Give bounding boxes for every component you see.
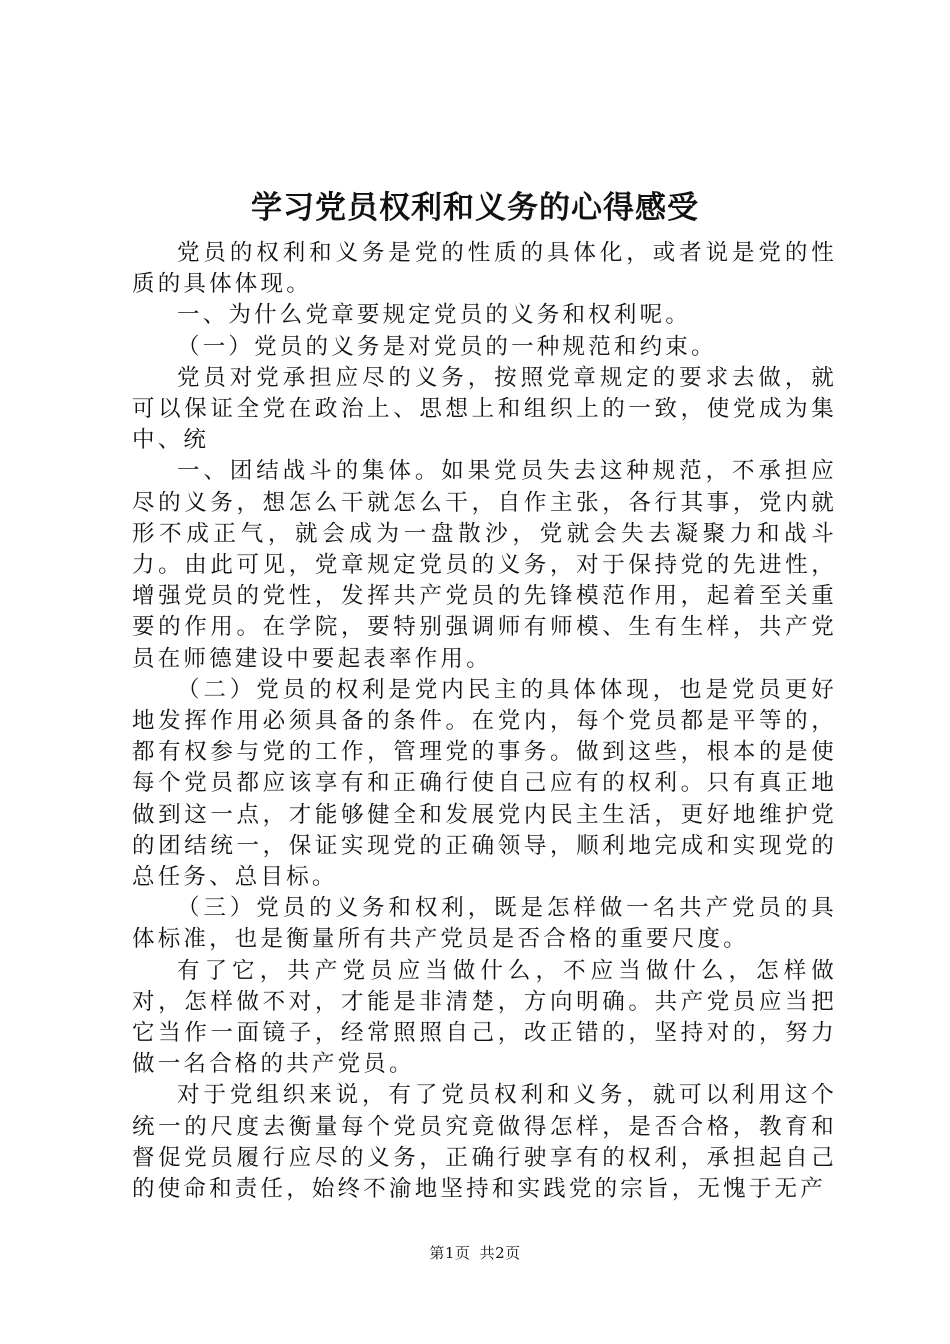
document-title: 学习党员权利和义务的心得感受	[251, 190, 699, 226]
paragraph: （三）党员的义务和权利，既是怎样做一名共产党员的具体标准，也是衡量所有共产党员是否合格的重要尺度。	[132, 895, 837, 953]
paragraph: 有了它，共产党员应当做什么，不应当做什么，怎样做对，怎样做不对，才能是非清楚，方向明确。共产党员应当把它当作一面镜子，经常照照自己，改正错的，坚持对的，努力做一名合格的共产党员。	[132, 957, 837, 1078]
paragraph: 一、团结战斗的集体。如果党员失去这种规范，不承担应尽的义务，想怎么干就怎么干，自作主张，各行其事，党内就形不成正气，就会成为一盘散沙，党就会失去凝聚力和战斗力。由此可见，党章规定党员的义务，对于保持党的先进性，增强党员的党性，发挥共产党员的先锋模范作用，起着至关重要的作用。在学院，要特别强调师有师模、生有生样，共产党员在师德建设中要起表率作用。	[132, 458, 837, 672]
page-number: 第1页	[429, 1244, 471, 1262]
paragraph: （一）党员的义务是对党员的一种规范和约束。	[177, 333, 717, 360]
paragraph: 党员的权利和义务是党的性质的具体化，或者说是党的性质的具体体现。	[132, 240, 837, 298]
paragraph: 一、为什么党章要规定党员的义务和权利呢。	[177, 302, 692, 329]
page-total: 共2页	[479, 1244, 521, 1262]
paragraph: （二）党员的权利是党内民主的具体体现，也是党员更好地发挥作用必须具备的条件。在党内，每个党员都是平等的，都有权参与党的工作，管理党的事务。做到这些，根本的是使每个党员都应该享有和正确行使自己应有的权利。只有真正地做到这一点，才能够健全和发展党内民主生活，更好地维护党的团结统一，保证实现党的正确领导，顺利地完成和实现党的总任务、总目标。	[132, 676, 837, 891]
document-body	[132, 238, 837, 1205]
paragraph: 党员对党承担应尽的义务，按照党章规定的要求去做，就可以保证全党在政治上、思想上和组织上的一致，使党成为集中、统	[132, 364, 837, 454]
paragraph: 对于党组织来说，有了党员权利和义务，就可以利用这个统一的尺度去衡量每个党员究竟做得怎样，是否合格，教育和督促党员履行应尽的义务，正确行驶享有的权利，承担起自己的使命和责任，始终不渝地坚持和实践党的宗旨，无愧于无产	[132, 1082, 837, 1203]
page-footer	[0, 1243, 950, 1263]
